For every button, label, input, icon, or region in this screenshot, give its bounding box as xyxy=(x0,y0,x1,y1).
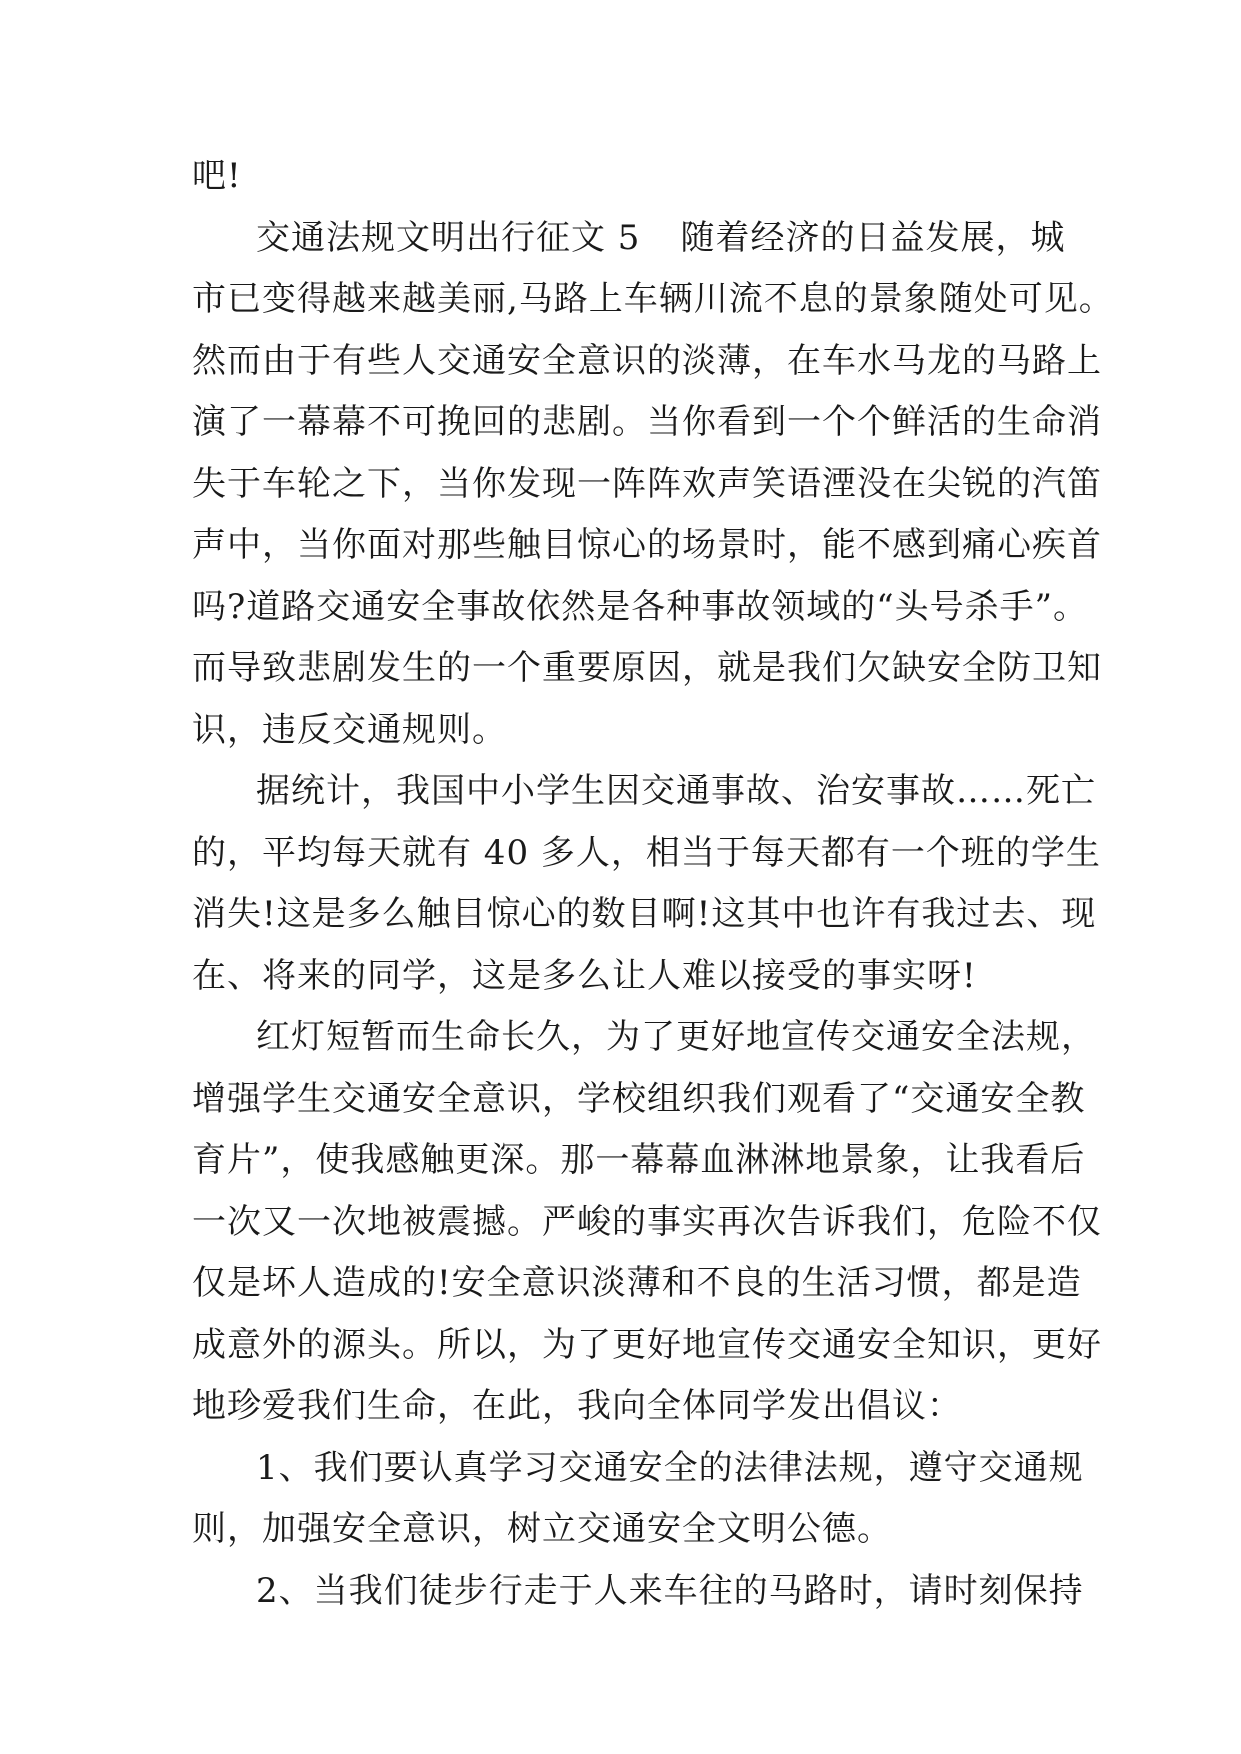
essay-title: 交通法规文明出行征文 5 xyxy=(256,217,641,258)
text-line: 吗?道路交通安全事故依然是各种事故领域的“头号杀手”。 xyxy=(192,586,1088,627)
text-line: 育片”，使我感触更深。那一幕幕血淋淋地景象，让我看后 xyxy=(192,1140,1086,1180)
text-line: 在、将来的同学，这是多么让人难以接受的事实呀! xyxy=(192,955,977,996)
text-line: 市已变得越来越美丽,马路上车辆川流不息的景象随处可见。 xyxy=(192,279,1114,319)
text-line: 然而由于有些人交通安全意识的淡薄，在车水马龙的马路上 xyxy=(192,340,1102,381)
list-item-line: 1、我们要认真学习交通安全的法律法规，遵守交通规 xyxy=(256,1447,1084,1488)
text-line: 演了一幕幕不可挽回的悲剧。当你看到一个个鲜活的生命消 xyxy=(192,402,1102,442)
text-line: 失于车轮之下，当你发现一阵阵欢声笑语湮没在尖锐的汽笛 xyxy=(192,463,1102,504)
text-line: 识，违反交通规则。 xyxy=(192,709,507,750)
text-line: 仅是坏人造成的!安全意识淡薄和不良的生活习惯，都是造 xyxy=(192,1263,1082,1303)
text-line: 消失!这是多么触目惊心的数目啊!这其中也许有我过去、现 xyxy=(192,894,1097,934)
text-line: 成意外的源头。所以，为了更好地宣传交通安全知识，更好 xyxy=(192,1324,1102,1365)
text-line: 红灯短暂而生命长久，为了更好地宣传交通安全法规， xyxy=(256,1017,1096,1057)
text-line: 据统计，我国中小学生因交通事故、治安事故……死亡 xyxy=(256,771,1096,811)
list-item-line: 2、当我们徒步行走于人来车往的马路时，请时刻保持 xyxy=(256,1570,1084,1611)
text-line: 随着经济的日益发展，城 xyxy=(680,217,1066,258)
text-line: 则，加强安全意识，树立交通安全文明公德。 xyxy=(192,1509,892,1549)
text-line: 一次又一次地被震撼。严峻的事实再次告诉我们，危险不仅 xyxy=(192,1201,1102,1242)
document-body xyxy=(192,146,1114,1622)
essay-title-line xyxy=(192,208,1066,270)
text-line: 的，平均每天就有 40 多人，相当于每天都有一个班的学生 xyxy=(192,832,1101,873)
text-line: 声中，当你面对那些触目惊心的场景时，能不感到痛心疾首 xyxy=(192,525,1102,565)
text-line: 吧! xyxy=(192,156,242,196)
text-line: 地珍爱我们生命，在此，我向全体同学发出倡议： xyxy=(192,1386,962,1426)
text-line: 增强学生交通安全意识，学校组织我们观看了“交通安全教 xyxy=(192,1078,1086,1119)
text-line: 而导致悲剧发生的一个重要原因，就是我们欠缺安全防卫知 xyxy=(192,648,1102,688)
